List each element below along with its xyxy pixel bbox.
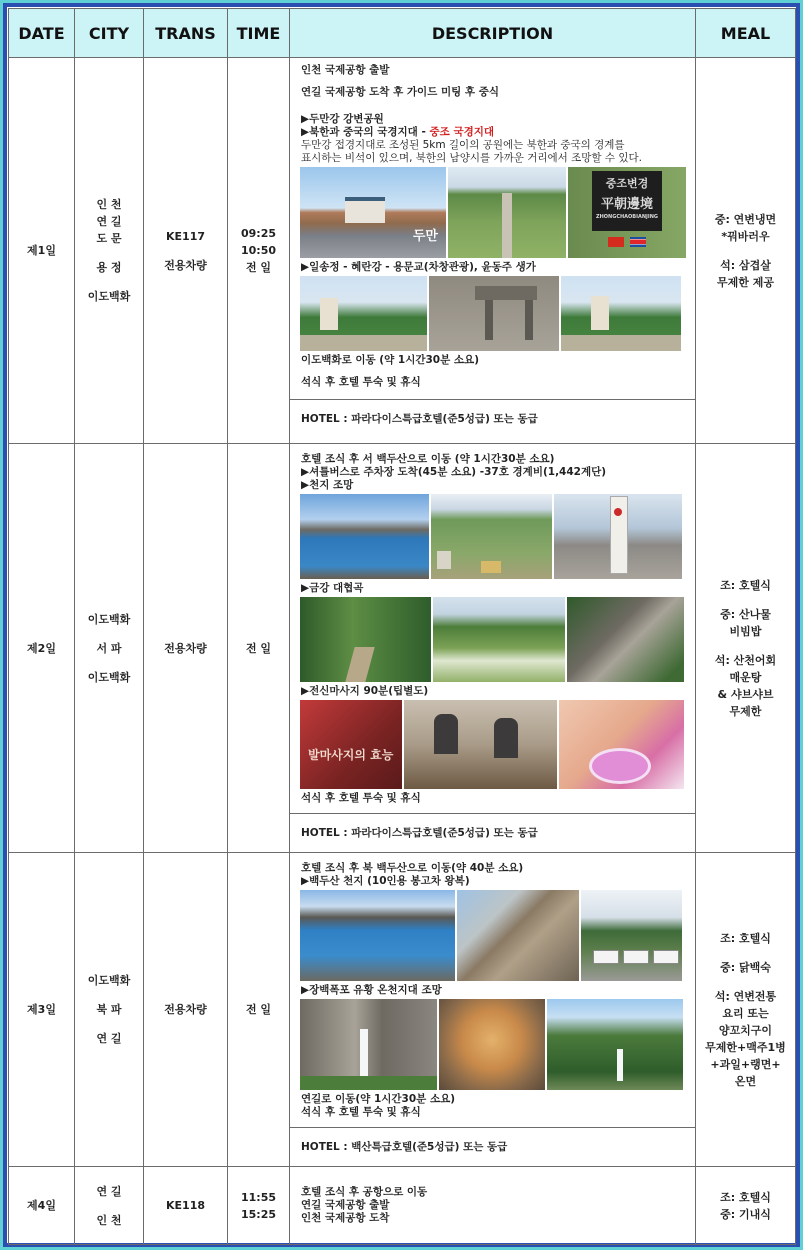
- day2-trans: 전용차량: [144, 444, 228, 853]
- photo-flower-meadow: [433, 597, 565, 682]
- desc-line: ▶두만강 강변공원: [301, 113, 384, 125]
- day4-time: 11:55 15:25: [228, 1167, 290, 1245]
- day1-hotel: HOTEL : 파라다이스특급호텔(준5성급) 또는 동급: [290, 399, 695, 438]
- day3-trans: 전용차량: [144, 853, 228, 1167]
- day1-meal: 중: 연변냉면 *꿔바러우 석: 삼겹살 무제한 제공: [696, 58, 796, 444]
- desc-line: 석식 후 호텔 투숙 및 휴식: [301, 1106, 421, 1118]
- desc-line: ▶일송정 - 혜란강 - 용문교(차창관광), 윤동주 생가: [301, 261, 536, 273]
- desc-line: 호텔 조식 후 공항으로 이동: [301, 1186, 428, 1198]
- photo-strip-3: [290, 494, 695, 579]
- desc-line: 연길 국제공항 출발: [301, 1199, 390, 1211]
- photo-massage-poster: 발마사지의 효능: [300, 700, 402, 789]
- day-row-4: [9, 1167, 796, 1245]
- photo-changbai-waterfall: [300, 999, 437, 1090]
- photo-hot-spring: [439, 999, 545, 1090]
- desc-line: ▶장백폭포 유황 온천지대 조망: [301, 984, 442, 996]
- desc-line: 인천 국제공항 출발: [301, 64, 390, 76]
- photo-strip-5: [290, 700, 695, 789]
- day1-cities: 인 천 연 길 도 문 용 정 이도백화: [75, 58, 144, 444]
- photo-tumen-river-park: 두만: [300, 167, 446, 258]
- photo-boundary-marker: [554, 494, 682, 579]
- desc-line: 이도백화로 이동 (약 1시간30분 소요): [301, 354, 479, 366]
- desc-line: 인천 국제공항 도착: [301, 1212, 390, 1224]
- day-row-1: [9, 58, 796, 444]
- photo-strip-6: [290, 890, 695, 981]
- photo-forest-walkway: [300, 597, 431, 682]
- photo-rocky-peak: [457, 890, 579, 981]
- photo-cheonji-lake: [300, 494, 429, 579]
- desc-line: ▶금강 대협곡: [301, 582, 364, 594]
- photo-canyon: [567, 597, 684, 682]
- header-description: DESCRIPTION: [290, 9, 696, 58]
- day2-date: 제2일: [9, 444, 75, 853]
- desc-line: ▶북한과 중국의 국경지대 - 중조 국경지대: [301, 126, 495, 138]
- photo-massage-room: [404, 700, 557, 789]
- photo-ilsongjeong: [300, 276, 427, 351]
- photo-stone-monument: [429, 276, 559, 351]
- desc-line: 표시하는 비석이 있으며, 북한의 남양시를 가까운 거리에서 조망할 수 있다.: [301, 152, 643, 164]
- header-meal: MEAL: [696, 9, 796, 58]
- header-city: CITY: [75, 9, 144, 58]
- day2-time: 전 일: [228, 444, 290, 853]
- day3-meal: 조: 호텔식 중: 닭백숙 석: 연변전통 요리 또는 양꼬치구이 무제한+맥주1병 +과일+랭면+ 온면: [696, 853, 796, 1167]
- photo-strip-4: [290, 597, 695, 682]
- day3-cities: 이도백화 북 파 연 길: [75, 853, 144, 1167]
- day4-date: 제4일: [9, 1167, 75, 1245]
- header-row: [9, 9, 796, 58]
- desc-line: ▶백두산 천지 (10인용 봉고차 왕복): [301, 875, 470, 887]
- photo-shuttle-road: [431, 494, 552, 579]
- day-row-3: [9, 853, 796, 1167]
- outer-frame: [3, 3, 800, 1247]
- photo-border-stone: 중조변경 平朝邊境 ZHONGCHAOBIANJING: [568, 167, 686, 258]
- photo-strip-7: [290, 999, 695, 1090]
- day4-description: [290, 1167, 696, 1245]
- desc-line: 호텔 조식 후 북 백두산으로 이동(약 40분 소요): [301, 862, 524, 874]
- day2-hotel: HOTEL : 파라다이스특급호텔(준5성급) 또는 동급: [290, 813, 695, 852]
- itinerary-table: [8, 8, 796, 1245]
- day2-meal: 조: 호텔식 중: 산나물 비빔밥 석: 산천어회 매운탕 & 샤브샤브 무제한: [696, 444, 796, 853]
- day-row-2: [9, 444, 796, 853]
- day3-time: 전 일: [228, 853, 290, 1167]
- day1-time: 09:25 10:50 전 일: [228, 58, 290, 444]
- day1-trans: KE117 전용차량: [144, 58, 228, 444]
- day3-description: [290, 853, 696, 1167]
- photo-border-path: [448, 167, 566, 258]
- desc-line: 연길 국제공항 도착 후 가이드 미팅 후 중식: [301, 86, 500, 98]
- day3-date: 제3일: [9, 853, 75, 1167]
- header-time: TIME: [228, 9, 290, 58]
- day1-description: [290, 58, 696, 444]
- header-date: DATE: [9, 9, 75, 58]
- photo-strip-1: [290, 167, 695, 258]
- desc-line: ▶천지 조망: [301, 479, 354, 491]
- photo-yundongju-house: [561, 276, 681, 351]
- desc-line: 석식 후 호텔 투숙 및 휴식: [301, 376, 421, 388]
- photo-parking-vans: [581, 890, 682, 981]
- day2-cities: 이도백화 서 파 이도백화: [75, 444, 144, 853]
- day2-description: [290, 444, 696, 853]
- day4-trans: KE118: [144, 1167, 228, 1245]
- desc-line: ▶셔틀버스로 주차장 도착(45분 소요) -37호 경계비(1,442계단): [301, 466, 607, 478]
- desc-line: ▶전신마사지 90분(팁별도): [301, 685, 429, 697]
- itinerary-sheet: [7, 7, 796, 1243]
- photo-waterfall-valley: [547, 999, 683, 1090]
- header-trans: TRANS: [144, 9, 228, 58]
- desc-line: 호텔 조식 후 서 백두산으로 이동 (약 1시간30분 소요): [301, 453, 555, 465]
- desc-line: 석식 후 호텔 투숙 및 휴식: [301, 792, 421, 804]
- desc-line: 연길로 이동(약 1시간30분 소요): [301, 1093, 456, 1105]
- day4-meal: 조: 호텔식 중: 기내식: [696, 1167, 796, 1245]
- desc-line: 두만강 접경지대로 조성된 5km 길이의 공원에는 북한과 중국의 경계를: [301, 139, 625, 151]
- photo-baekdu-cheonji: [300, 890, 455, 981]
- photo-foot-bath: [559, 700, 684, 789]
- day3-hotel: HOTEL : 백산특급호텔(준5성급) 또는 동급: [290, 1127, 695, 1166]
- photo-strip-2: [290, 276, 695, 351]
- day4-cities: 연 길 인 천: [75, 1167, 144, 1245]
- day1-date: 제1일: [9, 58, 75, 444]
